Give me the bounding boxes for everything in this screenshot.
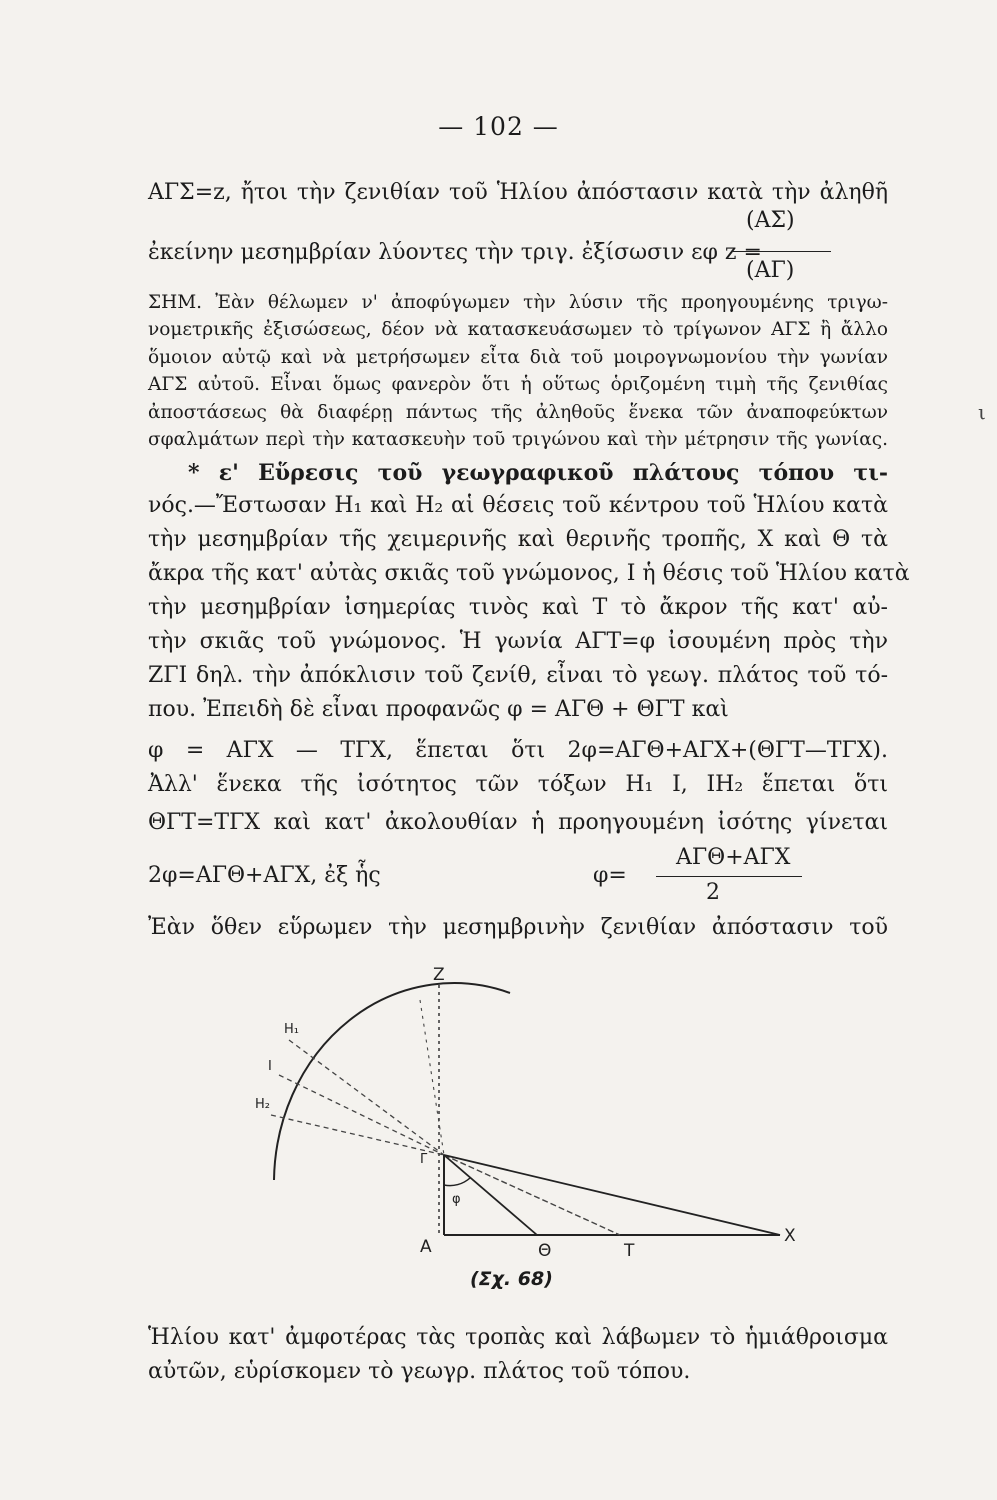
section-heading: * ε' Εὕρεσις τοῦ γεωγραφικοῦ πλάτους τόπου τι- [188, 460, 888, 486]
shadow-t [444, 1155, 620, 1235]
text-line-22: Ἡλίου κατ' ἀμφοτέρας τὰς τροπὰς καὶ λάβωμεν τὸ ἡμιάθροισμα [148, 1325, 888, 1350]
text-line-23: αὐτῶν, εὑρίσκομεν τὸ γεωγρ. πλάτος τοῦ τόπου. [148, 1359, 691, 1384]
page-number: — 102 — [438, 112, 559, 141]
ray-i [279, 1075, 444, 1155]
note-line-1: ΣΗΜ. Ἐὰν θέλωμεν ν' ἀποφύγωμεν τὴν λύσιν τῆς προηγουμένης τριγω- [148, 292, 888, 313]
text-line-18: Ἀλλ' ἕνεκα τῆς ἰσότητος τῶν τόξων Η₁ Ι, ΙΗ₂ ἕπεται ὅτι [148, 772, 888, 797]
margin-mark: ι [978, 400, 986, 424]
fraction2-numerator: ΑΓΘ+ΑΓΧ [676, 845, 791, 870]
label-gamma: Γ [420, 1152, 428, 1167]
text-line-15: ΖΓΙ δηλ. τὴν ἀπόκλισιν τοῦ ζενίθ, εἶναι τὸ γεωγ. πλάτος τοῦ τό- [148, 663, 888, 688]
text-line-21: Ἐὰν ὅθεν εὕρωμεν τὴν μεσημβρινὴν ζενιθίαν ἀπόστασιν τοῦ [148, 915, 888, 940]
ray-h1 [289, 1040, 444, 1155]
label-theta: Θ [538, 1241, 552, 1261]
angle-phi-arc [444, 1178, 470, 1186]
text-line-19: ΘΓΤ=ΤΓΧ καὶ κατ' ἀκολουθίαν ἡ προηγουμένη ἰσότης γίνεται [148, 810, 888, 835]
label-phi: φ [452, 1192, 461, 1207]
note-line-5: ἀποστάσεως θὰ διαφέρῃ πάντως τῆς ἀληθοῦς ἕνεκα τῶν ἀναποφεύκτων [148, 402, 888, 423]
label-a: A [420, 1237, 432, 1257]
note-line-2: νομετρικῆς ἐξισώσεως, δέον νὰ κατασκευάσωμεν τὸ τρίγωνον ΑΓΣ ἢ ἄλλο [148, 319, 888, 340]
text-line-10: νός.—Ἔστωσαν Η₁ καὶ Η₂ αἱ θέσεις τοῦ κέντρου τοῦ Ἡλίου κατὰ [148, 493, 888, 518]
fraction2-lhs: φ= [593, 863, 627, 888]
note-line-3: ὅμοιον αὐτῷ καὶ νὰ μετρήσωμεν εἶτα διὰ τοῦ μοιρογνωμονίου τὴν γωνίαν [148, 347, 888, 368]
figure-caption: (Σχ. 68) [470, 1268, 553, 1290]
label-t: T [624, 1241, 635, 1261]
label-h2: H₂ [255, 1097, 270, 1112]
label-x: X [784, 1226, 796, 1246]
fraction-numerator: (ΑΣ) [746, 208, 795, 233]
label-h1: H₁ [284, 1022, 299, 1037]
text-line-12: ἄκρα τῆς κατ' αὐτὰς σκιᾶς τοῦ γνώμονος, Ι ἡ θέσις τοῦ Ἡλίου κατὰ [148, 561, 910, 586]
sun-arc [274, 983, 510, 1180]
label-z: Z [433, 965, 445, 985]
fraction2-denominator: 2 [706, 880, 720, 905]
label-i: I [268, 1059, 272, 1074]
ray-h2 [271, 1115, 444, 1155]
text-line-17: φ = ΑΓΧ — ΤΓΧ, ἕπεται ὅτι 2φ=ΑΓΘ+ΑΓΧ+(ΘΓΤ—ΤΓΧ). [148, 738, 888, 763]
text-line-13: τὴν μεσημβρίαν ἰσημερίας τινὸς καὶ Τ τὸ ἄκρον τῆς κατ' αὐ- [148, 595, 888, 620]
ray-extra [420, 1000, 444, 1155]
note-line-6: σφαλμάτων περὶ τὴν κατασκευὴν τοῦ τριγώνου καὶ τὴν μέτρησιν τῆς γωνίας. [148, 429, 888, 450]
text-line-1: ΑΓΣ=z, ἤτοι τὴν ζενιθίαν τοῦ Ἡλίου ἀπόστασιν κατὰ τὴν ἀληθῆ [148, 180, 888, 205]
fraction-denominator: (ΑΓ) [746, 258, 795, 283]
text-line-11: τὴν μεσημβρίαν τῆς χειμερινῆς καὶ θερινῆς τροπῆς, Χ καὶ Θ τὰ [148, 527, 888, 552]
text-line-16: που. Ἐπειδὴ δὲ εἶναι προφανῶς φ = ΑΓΘ + ΘΓΤ καὶ [148, 697, 729, 722]
shadow-x [444, 1155, 780, 1235]
text-line-20: 2φ=ΑΓΘ+ΑΓΧ, ἐξ ἧς [148, 863, 381, 888]
note-line-4: ΑΓΣ αὐτοῦ. Εἶναι ὅμως φανερὸν ὅτι ἡ οὕτως ὁριζομένη τιμὴ τῆς ζενιθίας [148, 374, 888, 395]
text-line-2: ἐκείνην μεσημβρίαν λύοντες τὴν τριγ. ἐξίσωσιν εφ z = [148, 240, 762, 265]
text-line-14: τὴν σκιᾶς τοῦ γνώμονος. Ἡ γωνία ΑΓΤ=φ ἰσουμένη πρὸς τὴν [148, 629, 888, 654]
